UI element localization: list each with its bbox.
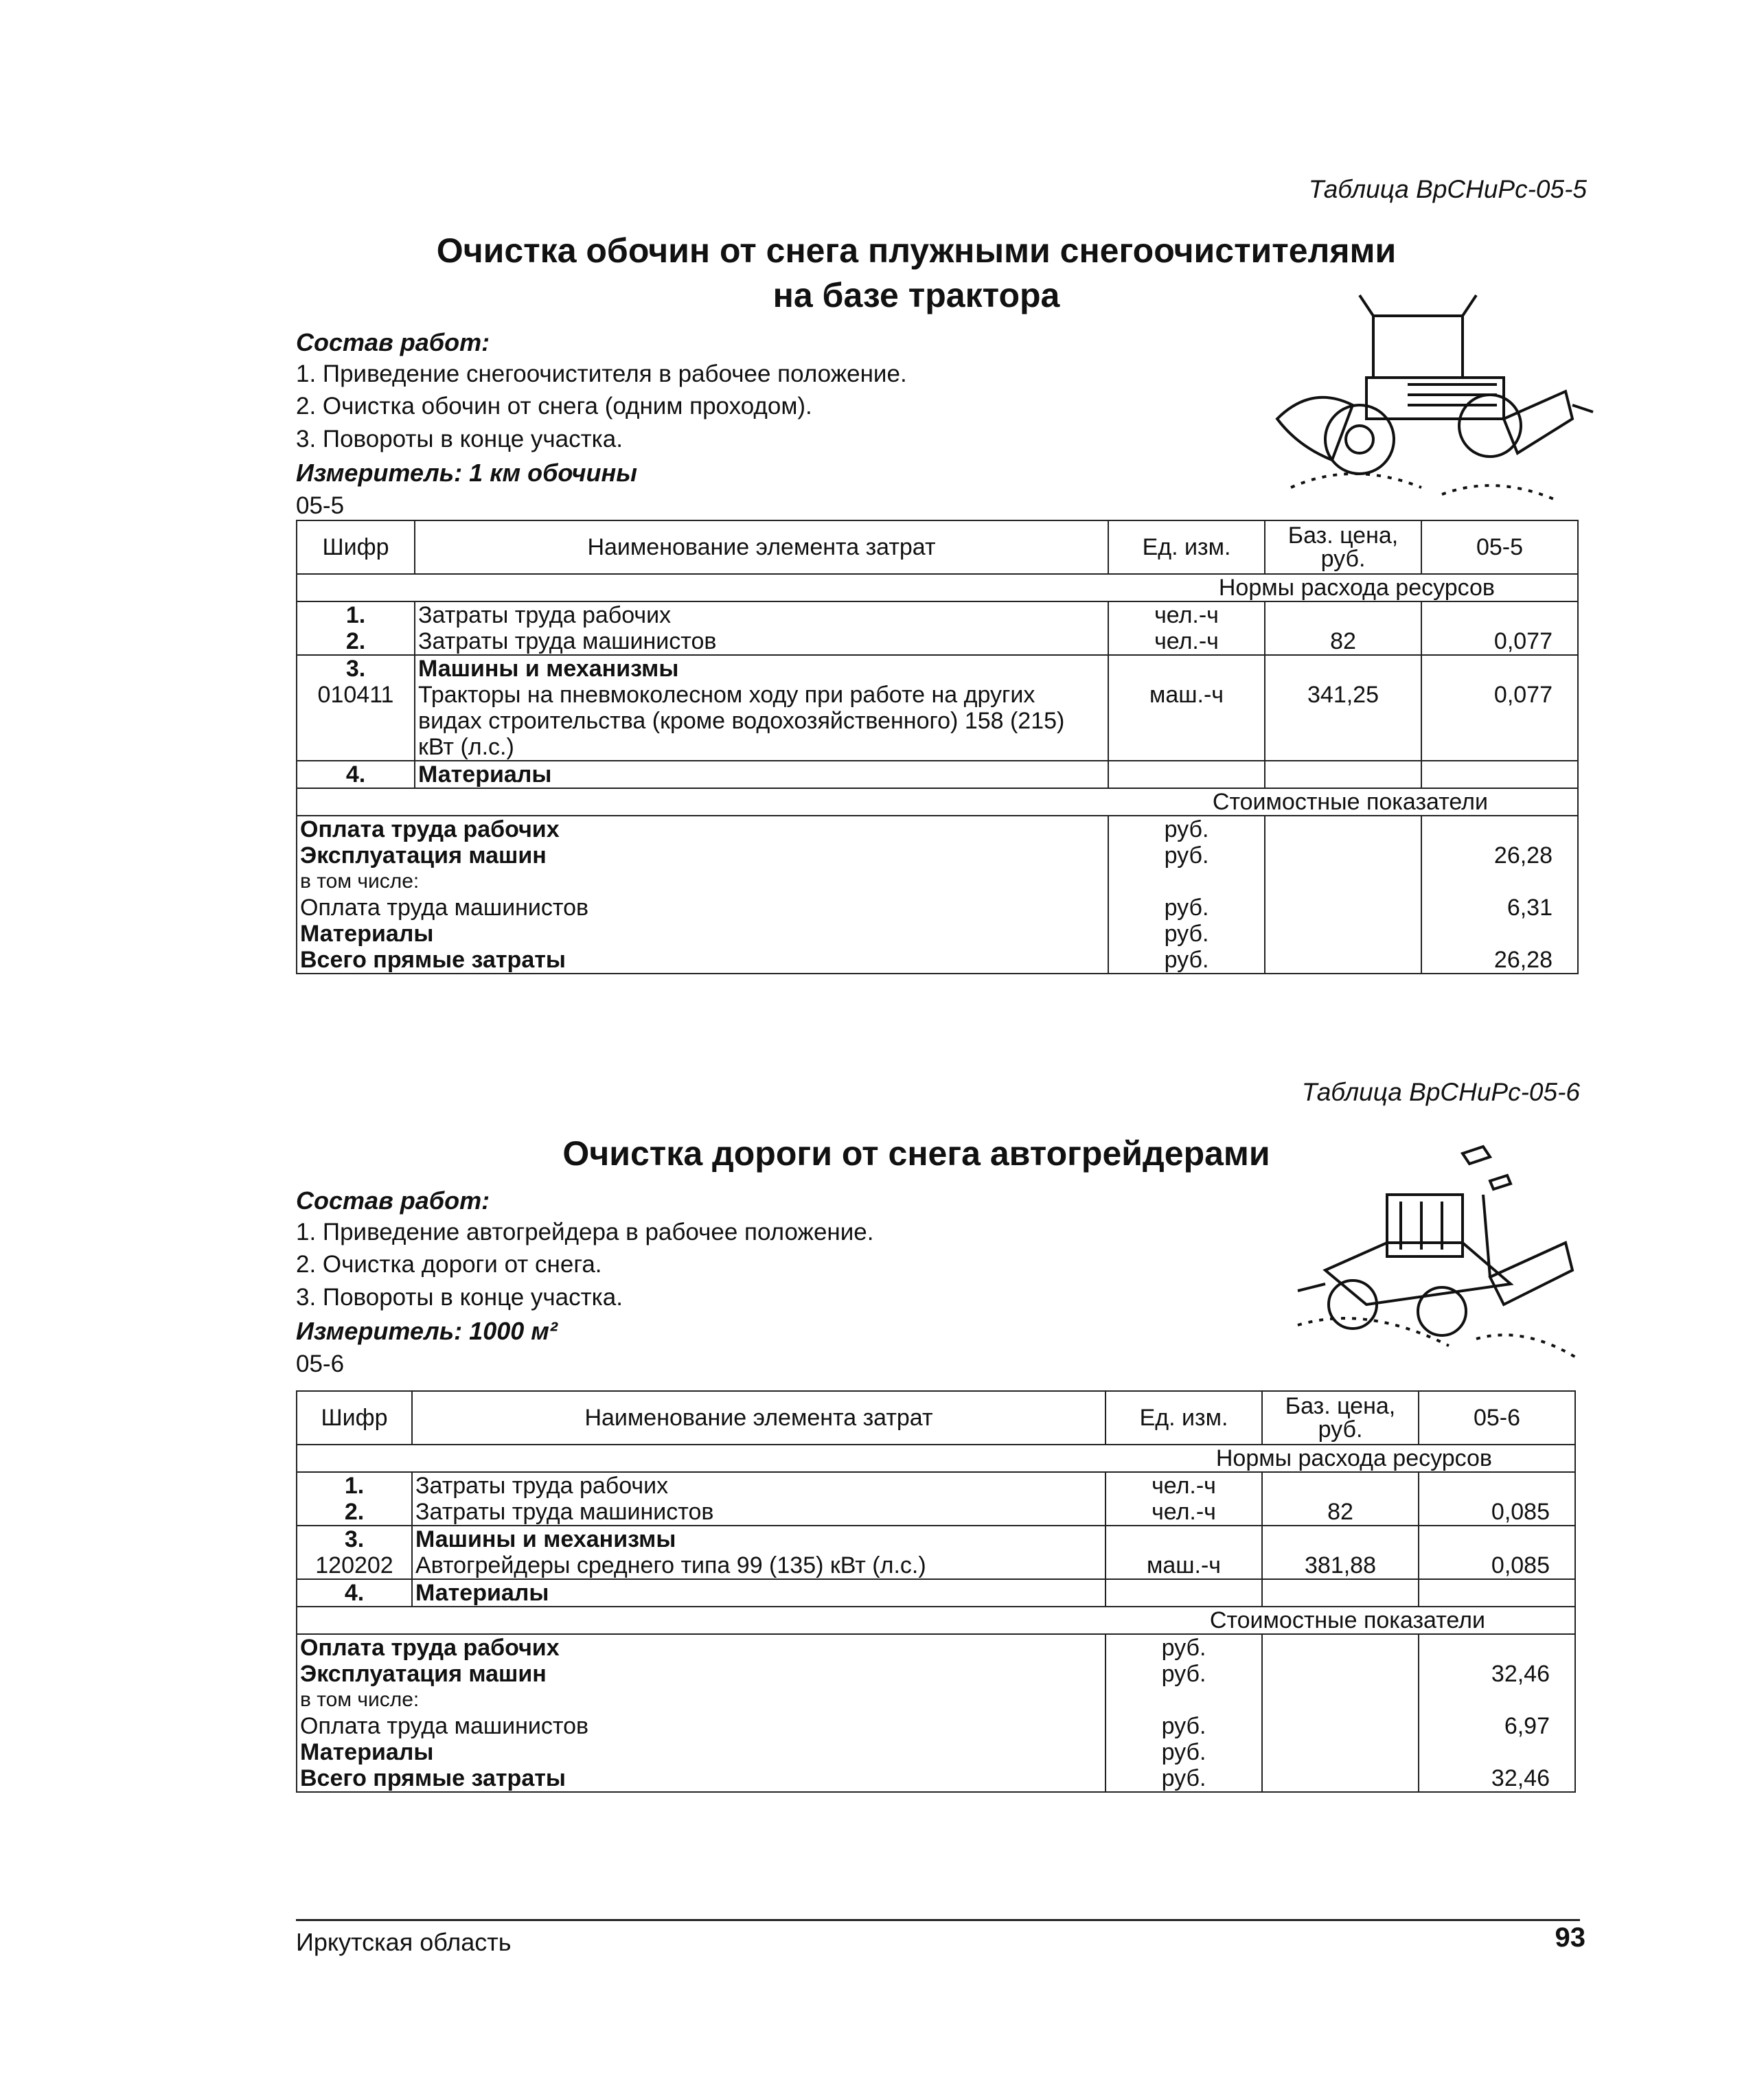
footer-divider: [296, 1919, 1580, 1921]
row-code: 2.: [297, 1499, 412, 1526]
norms-header: Нормы расхода ресурсов: [297, 1445, 1575, 1472]
cost-name: Эксплуатация машин: [297, 842, 1108, 869]
row-code: 3.: [297, 655, 415, 682]
cost-unit: [1108, 869, 1265, 895]
work-heading: Состав работ:: [296, 1186, 490, 1215]
row-unit: [1108, 655, 1265, 682]
row-unit: маш.-ч: [1106, 1552, 1262, 1579]
row-price: 82: [1262, 1499, 1419, 1526]
cost-value: [1419, 1634, 1575, 1661]
cost-name: Материалы: [297, 921, 1108, 947]
column-header: Баз. цена, руб.: [1265, 520, 1421, 574]
cost-unit: руб.: [1106, 1661, 1262, 1687]
norms-header: Нормы расхода ресурсов: [297, 574, 1578, 601]
cost-unit: руб.: [1108, 947, 1265, 974]
cost-unit: руб.: [1108, 842, 1265, 869]
cost-name: Всего прямые затраты: [297, 1765, 1106, 1792]
row-unit: [1106, 1579, 1262, 1607]
motor-grader-illustration: [1284, 1140, 1600, 1373]
row-unit: [1108, 761, 1265, 788]
row-price: 341,25: [1265, 682, 1421, 761]
row-name: Материалы: [415, 761, 1108, 788]
cost-unit: руб.: [1108, 895, 1265, 921]
row-price: 82: [1265, 628, 1421, 655]
column-header: Наименование элемента затрат: [415, 520, 1108, 574]
cost-unit: руб.: [1106, 1739, 1262, 1765]
resource-table-05-5: [296, 520, 1579, 974]
row-value: 0,085: [1419, 1552, 1575, 1579]
row-code: 4.: [297, 1579, 412, 1607]
table-label: Таблица ВрСНиРс-05-5: [1308, 175, 1587, 203]
cost-unit: руб.: [1106, 1713, 1262, 1739]
row-value: 0,077: [1421, 682, 1578, 761]
row-value: [1419, 1472, 1575, 1499]
work-item: 2. Очистка дороги от снега.: [296, 1251, 602, 1278]
row-price: 381,88: [1262, 1552, 1419, 1579]
column-header: Ед. изм.: [1108, 520, 1265, 574]
row-code: 010411: [297, 682, 415, 761]
cost-name: Оплата труда рабочих: [297, 816, 1108, 842]
resource-table-05-6: [296, 1390, 1576, 1793]
cost-name: Оплата труда рабочих: [297, 1634, 1106, 1661]
row-unit: маш.-ч: [1108, 682, 1265, 761]
footer-region: Иркутская область: [296, 1928, 512, 1956]
cost-name: Эксплуатация машин: [297, 1661, 1106, 1687]
row-name: Машины и механизмы: [415, 655, 1108, 682]
cost-name: в том числе:: [297, 1687, 1106, 1713]
row-unit: чел.-ч: [1108, 628, 1265, 655]
row-name: Затраты труда рабочих: [415, 601, 1108, 628]
cost-unit: руб.: [1108, 921, 1265, 947]
table-label: Таблица ВрСНиРс-05-6: [1301, 1078, 1580, 1106]
cost-name: в том числе:: [297, 869, 1108, 895]
cost-name: Материалы: [297, 1739, 1106, 1765]
row-value: [1419, 1579, 1575, 1607]
row-price: [1262, 1472, 1419, 1499]
cost-value: 26,28: [1421, 842, 1578, 869]
column-header: Баз. цена, руб.: [1262, 1391, 1419, 1445]
work-item: 1. Приведение автогрейдера в рабочее положение.: [296, 1219, 874, 1245]
cost-value: [1419, 1739, 1575, 1765]
table-code: 05-6: [296, 1351, 345, 1377]
cost-unit: руб.: [1106, 1765, 1262, 1792]
table-code: 05-5: [296, 492, 345, 519]
row-name: Тракторы на пневмоколесном ходу при работе на других видах строительства (кроме водохозяйственного) 158 (215) кВт (л.с.): [415, 682, 1108, 761]
cost-header: Стоимостные показатели: [297, 788, 1578, 816]
row-value: 0,077: [1421, 628, 1578, 655]
column-header: 05-6: [1419, 1391, 1575, 1445]
work-item: 3. Повороты в конце участка.: [296, 426, 623, 452]
measure: Измеритель: 1 км обочины: [296, 459, 638, 487]
work-item: 2. Очистка обочин от снега (одним проходом).: [296, 393, 812, 420]
column-header: Шифр: [297, 1391, 412, 1445]
section-title: Очистка обочин от снега плужными снегоочистителями: [436, 231, 1397, 270]
cost-value: 6,97: [1419, 1713, 1575, 1739]
row-name: Затраты труда рабочих: [412, 1472, 1106, 1499]
section-title: Очистка дороги от снега автогрейдерами: [562, 1134, 1270, 1173]
page-number: 93: [1555, 1922, 1585, 1953]
cost-header: Стоимостные показатели: [297, 1607, 1575, 1634]
row-name: Машины и механизмы: [412, 1526, 1106, 1552]
cost-name: Оплата труда машинистов: [297, 1713, 1106, 1739]
row-value: 0,085: [1419, 1499, 1575, 1526]
cost-value: [1421, 921, 1578, 947]
work-item: 1. Приведение снегоочистителя в рабочее положение.: [296, 360, 907, 387]
row-price: [1262, 1526, 1419, 1552]
row-unit: чел.-ч: [1108, 601, 1265, 628]
tractor-snowplow-illustration: [1270, 282, 1600, 515]
row-price: [1265, 601, 1421, 628]
cost-unit: руб.: [1106, 1634, 1262, 1661]
row-code: 3.: [297, 1526, 412, 1552]
row-code: 2.: [297, 628, 415, 655]
work-heading: Состав работ:: [296, 328, 490, 356]
cost-name: Всего прямые затраты: [297, 947, 1108, 974]
cost-value: 32,46: [1419, 1661, 1575, 1687]
measure: Измеритель: 1000 м²: [296, 1317, 558, 1345]
row-unit: чел.-ч: [1106, 1499, 1262, 1526]
row-value: [1421, 601, 1578, 628]
column-header: 05-5: [1421, 520, 1578, 574]
column-header: Ед. изм.: [1106, 1391, 1262, 1445]
work-item: 3. Повороты в конце участка.: [296, 1284, 623, 1311]
cost-value: [1421, 816, 1578, 842]
row-name: Автогрейдеры среднего типа 99 (135) кВт (л.с.): [412, 1552, 1106, 1579]
row-value: [1419, 1526, 1575, 1552]
cost-value: [1421, 869, 1578, 895]
cost-value: 32,46: [1419, 1765, 1575, 1792]
row-price: [1262, 1579, 1419, 1607]
row-name: Затраты труда машинистов: [412, 1499, 1106, 1526]
cost-name: Оплата труда машинистов: [297, 895, 1108, 921]
row-unit: [1106, 1526, 1262, 1552]
row-code: 120202: [297, 1552, 412, 1579]
cost-value: 6,31: [1421, 895, 1578, 921]
row-value: [1421, 655, 1578, 682]
row-code: 4.: [297, 761, 415, 788]
column-header: Наименование элемента затрат: [412, 1391, 1106, 1445]
cost-value: 26,28: [1421, 947, 1578, 974]
row-price: [1265, 761, 1421, 788]
row-price: [1265, 655, 1421, 682]
section-title-line2: на базе трактора: [772, 276, 1060, 314]
column-header: Шифр: [297, 520, 415, 574]
row-code: 1.: [297, 601, 415, 628]
row-name: Затраты труда машинистов: [415, 628, 1108, 655]
row-unit: чел.-ч: [1106, 1472, 1262, 1499]
cost-value: [1419, 1687, 1575, 1713]
cost-unit: руб.: [1108, 816, 1265, 842]
row-name: Материалы: [412, 1579, 1106, 1607]
row-code: 1.: [297, 1472, 412, 1499]
cost-unit: [1106, 1687, 1262, 1713]
row-value: [1421, 761, 1578, 788]
